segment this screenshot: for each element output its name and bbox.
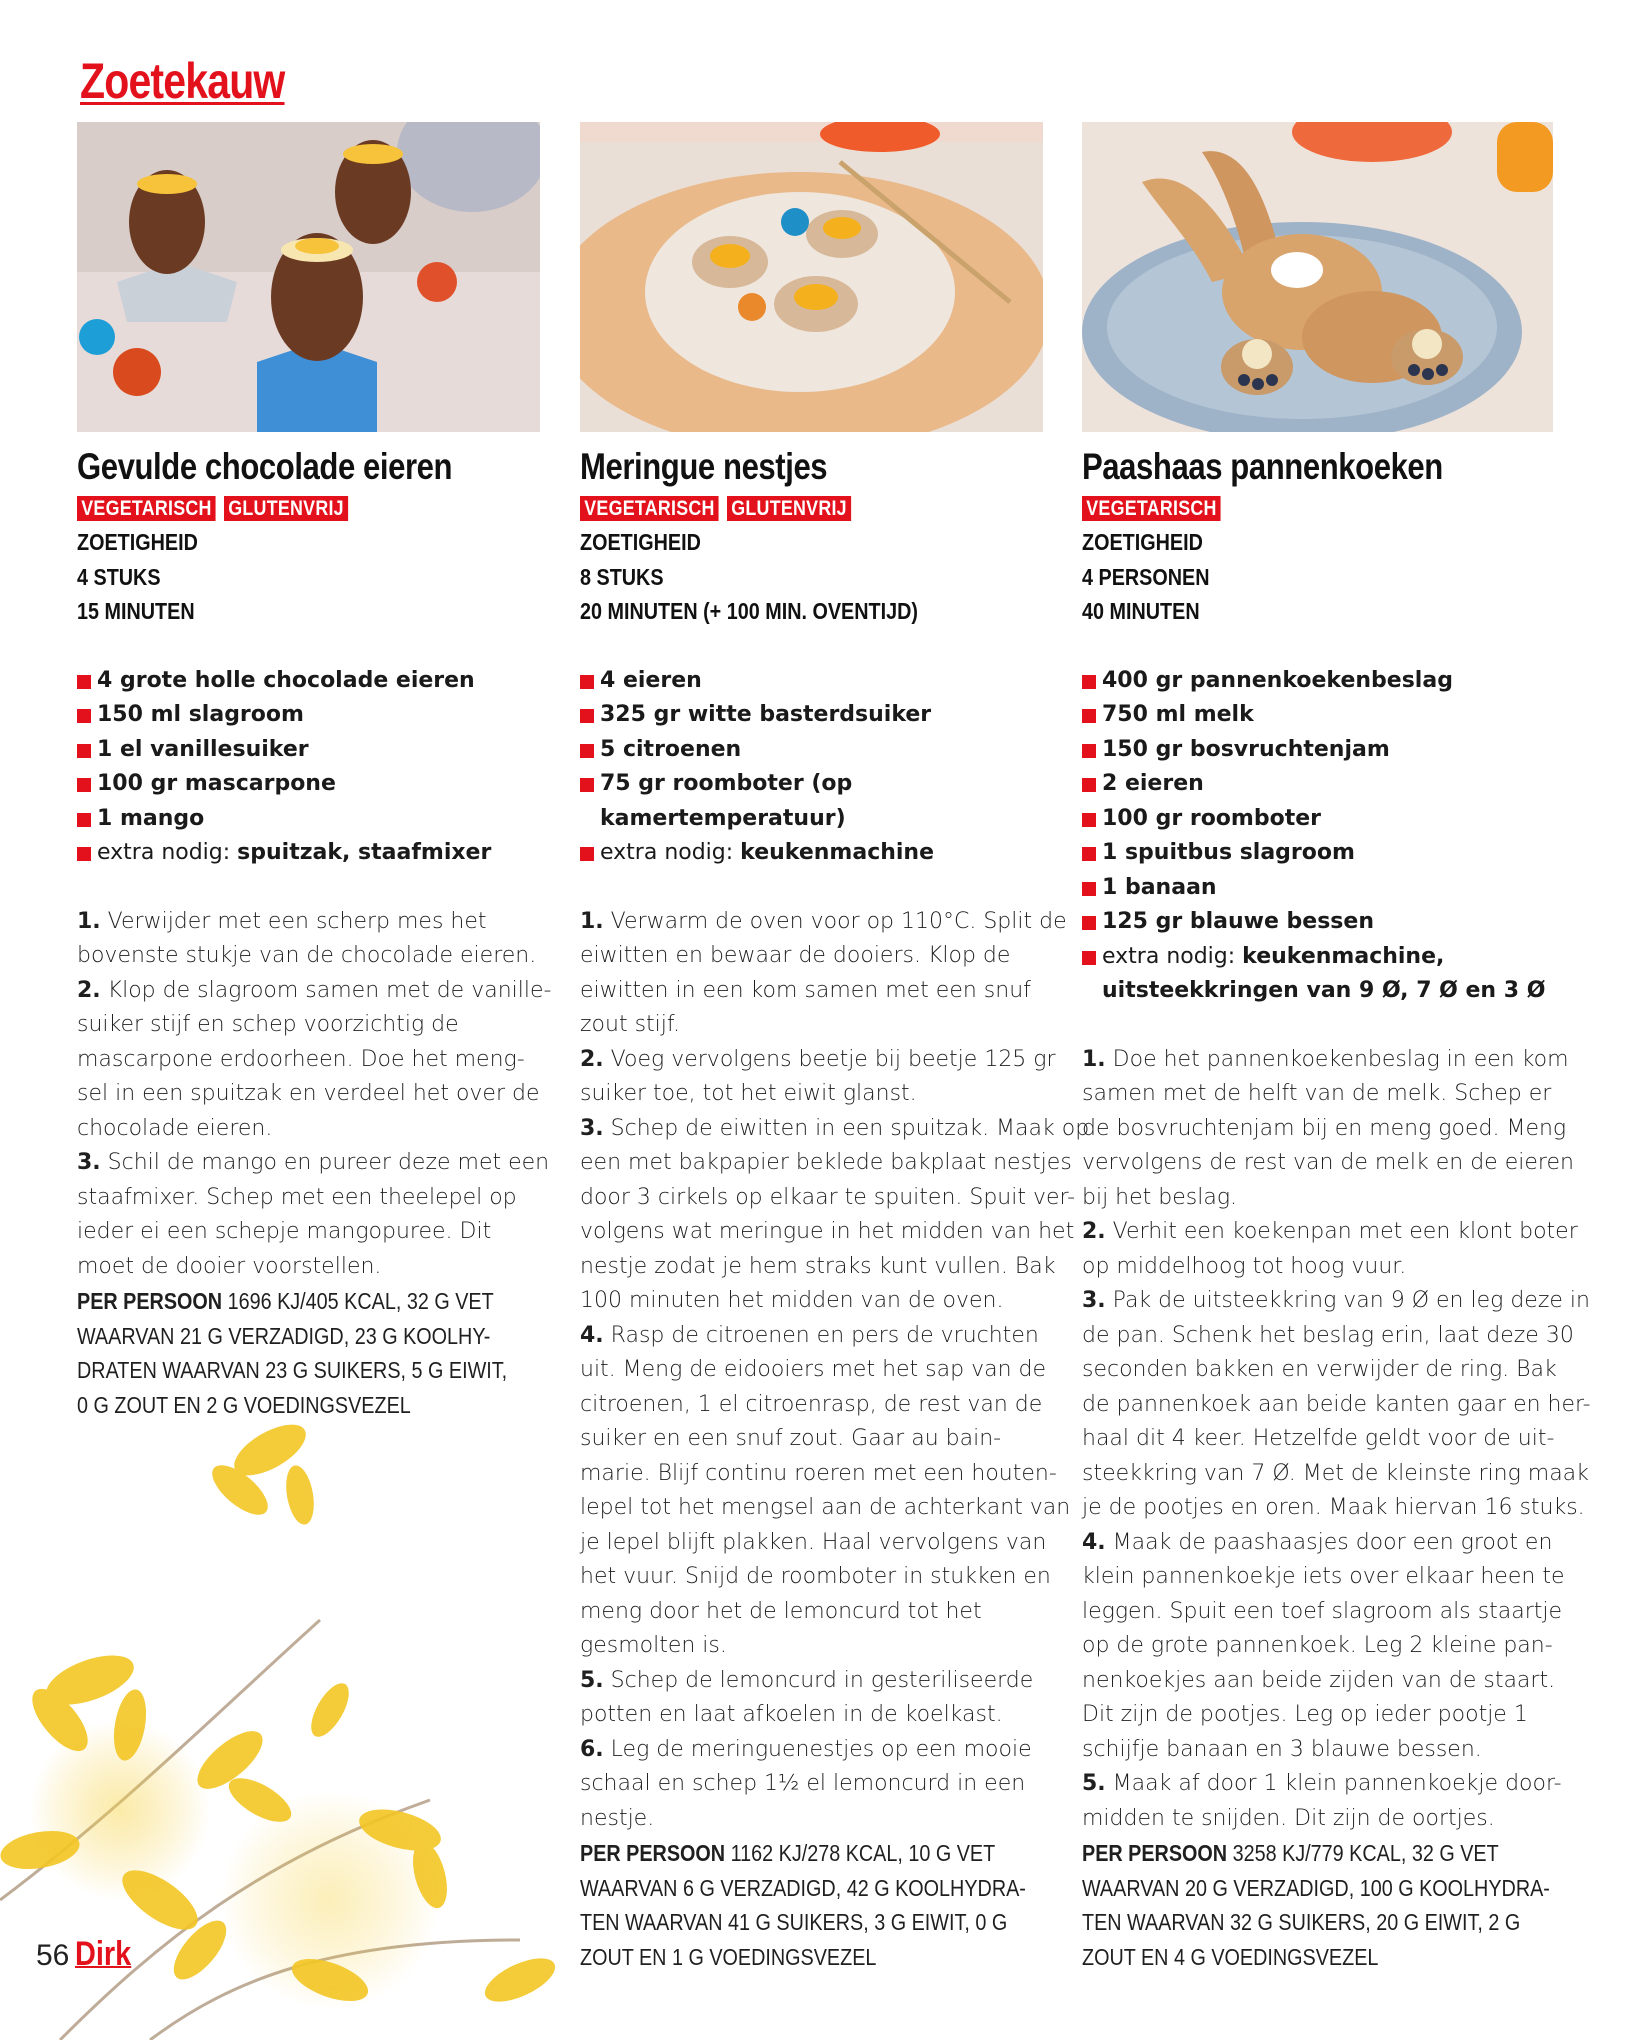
page-number: 56 — [36, 1939, 70, 1972]
step-text: het vuur. Snijd de roomboter in stukken en — [580, 1564, 1051, 1589]
extra-label: extra nodig: — [1102, 943, 1243, 969]
meringue-nests-photo — [580, 122, 1043, 432]
step-1 — [77, 905, 547, 974]
ingredient-item: 400 gr pannenkoekenbeslag — [1082, 664, 1582, 699]
extra-label: extra nodig: — [600, 840, 741, 865]
step-text: potten en laat afkoelen in de koelkast. — [580, 1702, 1003, 1727]
ingredient-item: 1 banaan — [1082, 871, 1582, 906]
extra-value: spuitzak, staafmixer — [237, 840, 492, 865]
step-number: 3. — [77, 1150, 101, 1175]
step-text: Schil de mango en pureer deze met een — [107, 1150, 550, 1175]
step-text: steekkring van 7 Ø. Met de kleinste ring maak — [1082, 1460, 1589, 1486]
step-text: de bosvruchtenjam bij en meng goed. Meng — [1082, 1115, 1567, 1141]
step-number: 3. — [1082, 1288, 1106, 1313]
step-text: midden te snijden. Dit zijn de oortjes. — [1082, 1805, 1495, 1831]
recipe-column-1 — [77, 122, 552, 1422]
meta-yield: 4 STUKS — [77, 563, 161, 590]
step-4 — [1082, 1526, 1582, 1768]
ingredient-item: 1 mango — [77, 802, 547, 837]
step-text: Leg de meringuenestjes op een mooie — [610, 1736, 1032, 1762]
step-number: 1. — [77, 908, 101, 934]
step-text: op de grote pannenkoek. Leg 2 kleine pan- — [1082, 1633, 1553, 1658]
ingredient-item: 4 grote holle chocolade eieren — [77, 664, 547, 699]
nutrition-text: TEN WAARVAN 32 G SUIKERS, 20 G EIWIT, 2 G — [1082, 1909, 1521, 1935]
step-text: gesmolten is. — [580, 1633, 727, 1658]
nutrition-text: 1696 KJ/405 KCAL, 32 G VET — [222, 1288, 494, 1314]
recipe-column-3 — [1082, 122, 1591, 1974]
step-number: 5. — [1082, 1771, 1106, 1796]
tag-vegetarian: VEGETARISCH — [1082, 496, 1221, 521]
step-number: 1. — [1082, 1046, 1106, 1072]
step-text: moet de dooier voorstellen. — [77, 1253, 382, 1279]
ingredient-item: 100 gr mascarpone — [77, 767, 547, 802]
recipe-title: Gevulde chocolade eieren — [77, 446, 453, 487]
step-text: ieder ei een schepje mangopuree. Dit — [77, 1219, 492, 1244]
meta-time: 40 MINUTEN — [1082, 598, 1200, 624]
diet-tags — [1082, 496, 1582, 521]
step-text: nestje. — [580, 1805, 655, 1831]
step-text: Rasp de citroenen en pers de vruchten — [610, 1322, 1039, 1348]
step-text: de pan. Schenk het beslag erin, laat deze 30 — [1082, 1322, 1574, 1348]
nutrition-info — [77, 1284, 559, 1422]
ingredient-item: 150 ml slagroom — [77, 698, 547, 733]
nutrition-text: WAARVAN 6 G VERZADIGD, 42 G KOOLHYDRA- — [580, 1874, 1026, 1901]
preparation-steps — [1082, 1043, 1591, 1975]
nutrition-text: WAARVAN 21 G VERZADIGD, 23 G KOOLHY- — [77, 1322, 491, 1349]
ingredient-item: 1 el vanillesuiker — [77, 733, 547, 768]
step-3 — [1082, 1284, 1591, 1526]
step-4 — [580, 1319, 1071, 1664]
page-footer — [36, 1935, 142, 1974]
step-text: staafmixer. Schep met een theelepel op — [77, 1184, 517, 1210]
extra-equipment — [77, 836, 547, 871]
step-text: samen met de helft van de melk. Schep er — [1082, 1081, 1552, 1106]
step-1 — [1082, 1043, 1582, 1216]
step-number: 2. — [580, 1046, 604, 1072]
ingredient-list — [580, 664, 1060, 871]
step-text: suiker toe, tot het eiwit glanst. — [580, 1081, 917, 1106]
dirk-logo: Dirk — [75, 1935, 132, 1973]
step-text: Maak de paashaasjes door een groot en — [1112, 1529, 1553, 1555]
step-text: schijfje banaan en 3 blauwe bessen. — [1082, 1736, 1482, 1762]
step-text: meng door het de lemoncurd tot het — [580, 1598, 982, 1624]
ingredient-item — [580, 767, 1060, 836]
nutrition-text: TEN WAARVAN 41 G SUIKERS, 3 G EIWIT, 0 G — [580, 1909, 1008, 1935]
step-number: 4. — [580, 1322, 604, 1348]
step-text: lepel tot het mengsel aan de achterkant van — [580, 1495, 1071, 1520]
step-text: Doe het pannenkoekenbeslag in een kom — [1112, 1046, 1569, 1072]
recipe-meta — [580, 525, 1060, 629]
tag-vegetarian: VEGETARISCH — [580, 496, 719, 521]
ingredient-list — [77, 664, 547, 871]
extra-value: uitsteekkringen van 9 Ø, 7 Ø en 3 Ø — [1102, 978, 1546, 1003]
step-text: Verwijder met een scherp mes het — [107, 908, 487, 934]
step-text: uit. Meng de eidooiers met het sap van de — [580, 1357, 1047, 1382]
ingredient-item: 125 gr blauwe bessen — [1082, 905, 1582, 940]
step-text: je de pootjes en oren. Maak hiervan 16 stuks. — [1082, 1495, 1585, 1520]
tag-gluten-free: GLUTENVRIJ — [224, 496, 348, 521]
extra-value: keukenmachine — [740, 840, 935, 865]
step-2 — [1082, 1215, 1582, 1284]
ingredient-item: 100 gr roomboter — [1082, 802, 1582, 837]
nutrition-text: 1162 KJ/278 KCAL, 10 G VET — [725, 1840, 996, 1866]
nutrition-label: PER PERSOON — [580, 1840, 726, 1866]
step-number: 5. — [580, 1667, 604, 1693]
meta-time: 15 MINUTEN — [77, 598, 195, 624]
nutrition-text: ZOUT EN 4 G VOEDINGSVEZEL — [1082, 1943, 1379, 1970]
step-text: de pannenkoek aan beide kanten gaar en her- — [1082, 1391, 1591, 1417]
step-text: je lepel blijft plakken. Haal vervolgens van — [580, 1529, 1047, 1555]
step-2 — [77, 974, 552, 1147]
extra-equipment — [1082, 940, 1582, 1009]
step-number: 2. — [77, 977, 101, 1003]
step-number: 6. — [580, 1736, 604, 1762]
step-1 — [580, 905, 1067, 1043]
meta-category: ZOETIGHEID — [77, 529, 198, 555]
nutrition-label: PER PERSOON — [1082, 1840, 1228, 1866]
step-text: leggen. Spuit een toef slagroom als staartje — [1082, 1598, 1563, 1624]
step-text: vervolgens de rest van de melk en de eieren — [1082, 1150, 1574, 1175]
step-text: seconden bakken en verwijder de ring. Bak — [1082, 1357, 1557, 1382]
step-text: mascarpone erdoorheen. Doe het meng- — [77, 1046, 525, 1072]
recipe-column-2 — [580, 122, 1090, 1974]
step-text: schaal en schep 1½ el lemoncurd in een — [580, 1771, 1026, 1796]
step-text: suiker stijf en schep voorzichtig de — [77, 1012, 459, 1037]
step-text: eiwitten in een kom samen met een snuf — [580, 977, 1031, 1003]
step-text: Dit zijn de pootjes. Leg op ieder pootje 1 — [1082, 1702, 1528, 1727]
nutrition-info — [1082, 1836, 1564, 1974]
step-2 — [580, 1043, 1060, 1112]
step-text: zout stijf. — [580, 1012, 681, 1037]
ingredient-item: 1 spuitbus slagroom — [1082, 836, 1582, 871]
step-text: Klop de slagroom samen met de vanille- — [107, 977, 552, 1003]
diet-tags — [77, 496, 547, 521]
meta-yield: 8 STUKS — [580, 563, 664, 590]
ingredient-item: 325 gr witte basterdsuiker — [580, 698, 1060, 733]
step-3 — [77, 1146, 550, 1284]
step-text: sel in een spuitzak en verdeel het over de — [77, 1081, 540, 1106]
ingredient-text: 75 gr roomboter (op — [600, 771, 853, 796]
section-title: Zoetekauw — [80, 53, 285, 109]
step-number: 1. — [580, 908, 604, 934]
meta-category: ZOETIGHEID — [580, 529, 701, 555]
step-text: volgens wat meringue in het midden van het — [580, 1219, 1075, 1244]
chocolate-eggs-photo — [77, 122, 540, 432]
step-5 — [580, 1664, 1060, 1733]
step-text: klein pannenkoekje iets over elkaar heen te — [1082, 1564, 1565, 1589]
nutrition-text: 0 G ZOUT EN 2 G VOEDINGSVEZEL — [77, 1391, 411, 1418]
preparation-steps — [580, 905, 1090, 1975]
bunny-pancakes-photo — [1082, 122, 1553, 432]
meta-category: ZOETIGHEID — [1082, 529, 1203, 555]
step-5 — [1082, 1767, 1582, 1836]
step-text: Voeg vervolgens beetje bij beetje 125 gr — [610, 1046, 1056, 1072]
step-text: bovenste stukje van de chocolade eieren. — [77, 943, 537, 968]
step-3 — [580, 1112, 1090, 1319]
step-number: 2. — [1082, 1219, 1106, 1244]
step-text: Verwarm de oven voor op 110°C. Split de — [610, 908, 1067, 934]
recipe-meta — [1082, 525, 1582, 629]
meta-yield: 4 PERSONEN — [1082, 563, 1210, 590]
extra-value: keukenmachine, — [1242, 943, 1445, 969]
step-number: 3. — [580, 1115, 604, 1141]
recipe-meta — [77, 525, 547, 629]
step-text: Maak af door 1 klein pannenkoekje door- — [1112, 1771, 1562, 1796]
ingredient-item: 4 eieren — [580, 664, 1060, 699]
tag-vegetarian: VEGETARISCH — [77, 496, 216, 521]
nutrition-label: PER PERSOON — [77, 1288, 223, 1314]
step-text: Verhit een koekenpan met een klont boter — [1112, 1219, 1578, 1244]
step-text: Schep de lemoncurd in gesteriliseerde — [610, 1667, 1034, 1693]
step-text: 100 minuten het midden van de oven. — [580, 1288, 1004, 1313]
nutrition-text: WAARVAN 20 G VERZADIGD, 100 G KOOLHYDRA- — [1082, 1874, 1550, 1901]
recipe-title: Paashaas pannenkoeken — [1082, 446, 1443, 487]
nutrition-text: DRATEN WAARVAN 23 G SUIKERS, 5 G EIWIT, — [77, 1357, 508, 1383]
step-text: suiker en een snuf zout. Gaar au bain- — [580, 1426, 1002, 1451]
step-text: eiwitten en bewaar de dooiers. Klop de — [580, 943, 1011, 968]
ingredient-item: 5 citroenen — [580, 733, 1060, 768]
step-text: bij het beslag. — [1082, 1184, 1238, 1210]
step-text: citroenen, 1 el citroenrasp, de rest van de — [580, 1391, 1043, 1417]
tag-gluten-free: GLUTENVRIJ — [727, 496, 851, 521]
preparation-steps — [77, 905, 552, 1423]
recipe-title: Meringue nestjes — [580, 446, 828, 487]
extra-equipment — [580, 836, 1060, 871]
step-text: Pak de uitsteekkring van 9 Ø en leg deze in — [1112, 1288, 1590, 1313]
nutrition-text: 3258 KJ/779 KCAL, 32 G VET — [1227, 1840, 1499, 1866]
nutrition-text: ZOUT EN 1 G VOEDINGSVEZEL — [580, 1943, 877, 1970]
step-text: een met bakpapier beklede bakplaat nestjes — [580, 1150, 1072, 1175]
meta-time: 20 MINUTEN (+ 100 MIN. OVENTIJD) — [580, 598, 918, 624]
nutrition-info — [580, 1836, 1062, 1974]
ingredient-text: kamertemperatuur) — [600, 805, 846, 831]
step-text: door 3 cirkels op elkaar te spuiten. Spuit ver- — [580, 1184, 1076, 1210]
extra-label: extra nodig: — [97, 840, 238, 865]
step-text: op middelhoog tot hoog vuur. — [1082, 1253, 1407, 1279]
ingredient-item: 2 eieren — [1082, 767, 1582, 802]
step-text: marie. Blijf continu roeren met een houten- — [580, 1460, 1057, 1486]
ingredient-item: 750 ml melk — [1082, 698, 1582, 733]
step-text: nenkoekjes aan beide zijden van de staart. — [1082, 1667, 1556, 1693]
step-6 — [580, 1733, 1060, 1837]
step-text: nestje zodat je hem straks kunt vullen. Bak — [580, 1253, 1056, 1279]
ingredient-item: 150 gr bosvruchtenjam — [1082, 733, 1582, 768]
step-text: haal dit 4 keer. Hetzelfde geldt voor de uit- — [1082, 1426, 1555, 1451]
step-text: chocolade eieren. — [77, 1115, 273, 1141]
diet-tags — [580, 496, 1060, 521]
step-number: 4. — [1082, 1529, 1106, 1555]
step-text: Schep de eiwitten in een spuitzak. Maak op — [610, 1115, 1090, 1141]
ingredient-list — [1082, 664, 1582, 1009]
